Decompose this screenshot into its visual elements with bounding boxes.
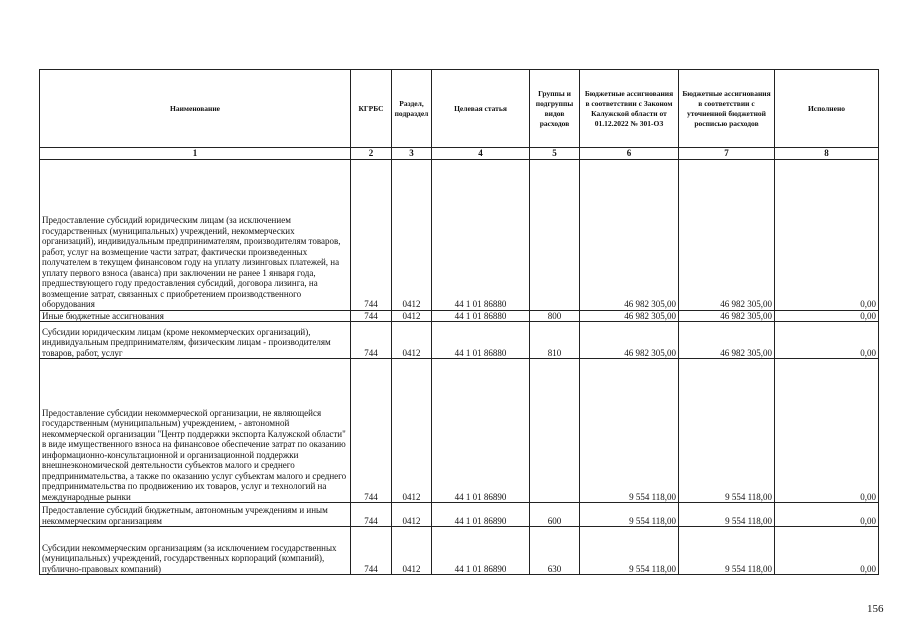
page-number: 156 [867,603,884,615]
budget-table [39,69,879,575]
table-row [40,159,879,310]
row-refined-amount: 46 982 305,00 [679,322,775,359]
row-group: 810 [530,322,580,359]
row-executed-amount: 0,00 [775,322,879,359]
row-law-amount: 9 554 118,00 [580,503,679,527]
row-group [530,359,580,503]
row-name: Иные бюджетные ассигнования [40,310,351,322]
header-target: Целевая статья [432,70,530,148]
row-law-amount: 9 554 118,00 [580,359,679,503]
row-executed-amount: 0,00 [775,527,879,575]
row-name: Субсидии юридическим лицам (кроме некоммерческих организаций), индивидуальным предпринимателям, физическим лицам - производителям товаров, работ, услуг [40,322,351,359]
column-number: 1 [40,148,351,160]
header-row [40,70,879,148]
row-name: Предоставление субсидии некоммерческой организации, не являющейся государственным (муниципальным) учреждением, - автономной некоммерческой организации "Центр поддержки экспорта Калужской области" в виде имущественного взноса на финансовое обеспечение затрат по оказанию информационно-консультационной и организационной поддержки внешнеэкономической деятельности субъектов малого и среднего предпринимательства, а также по оказанию услуг субъектам малого и среднего предпринимательства по продвижению их товаров, услуг и технологий на международные рынки [40,359,351,503]
column-number: 7 [679,148,775,160]
row-name: Предоставление субсидий юридическим лицам (за исключением государственных (муниципальных) учреждений, некоммерческих организаций), индивидуальным предпринимателям, производителям товаров, работ, услуг на возмещение части затрат, фактически произведенных получателем в текущем финансовом году на уплату лизинговых платежей, на уплату первого взноса (аванса) при заключении не ранее 1 января года, предшествующего году предоставления субсидий, договора лизинга, на возмещение затрат, связанных с приобретением производственного оборудования [40,159,351,310]
column-number: 4 [432,148,530,160]
row-group: 800 [530,310,580,322]
row-section: 0412 [392,159,432,310]
header-law: Бюджетные ассигнования в соответствии с Законом Калужской области от 01.12.2022 № 301-ОЗ [580,70,679,148]
column-number: 8 [775,148,879,160]
row-target: 44 1 01 86880 [432,322,530,359]
row-law-amount: 46 982 305,00 [580,159,679,310]
row-law-amount: 46 982 305,00 [580,322,679,359]
row-section: 0412 [392,527,432,575]
header-executed: Исполнено [775,70,879,148]
row-executed-amount: 0,00 [775,159,879,310]
header-groups: Группы и подгруппы видов расходов [530,70,580,148]
row-executed-amount: 0,00 [775,503,879,527]
row-target: 44 1 01 86890 [432,359,530,503]
column-number: 5 [530,148,580,160]
row-group: 600 [530,503,580,527]
row-group: 630 [530,527,580,575]
row-target: 44 1 01 86890 [432,527,530,575]
table-row [40,322,879,359]
row-refined-amount: 46 982 305,00 [679,310,775,322]
header-section: Раздел, подраздел [392,70,432,148]
header-kgrbs: КГРБС [351,70,392,148]
row-section: 0412 [392,310,432,322]
row-target: 44 1 01 86890 [432,503,530,527]
column-number-row [40,148,879,160]
table-row [40,527,879,575]
row-kgrbs: 744 [351,503,392,527]
header-refined: Бюджетные ассигнования в соответствии с уточненной бюджетной росписью расходов [679,70,775,148]
row-refined-amount: 9 554 118,00 [679,527,775,575]
table-row [40,310,879,322]
row-kgrbs: 744 [351,322,392,359]
row-law-amount: 46 982 305,00 [580,310,679,322]
row-refined-amount: 46 982 305,00 [679,159,775,310]
row-name: Субсидии некоммерческим организациям (за исключением государственных (муниципальных) учреждений, государственных корпораций (компаний), публично-правовых компаний) [40,527,351,575]
table-row [40,503,879,527]
table-row [40,359,879,503]
header-name: Наименование [40,70,351,148]
row-target: 44 1 01 86880 [432,159,530,310]
row-kgrbs: 744 [351,527,392,575]
row-kgrbs: 744 [351,159,392,310]
column-number: 6 [580,148,679,160]
row-target: 44 1 01 86880 [432,310,530,322]
row-group [530,159,580,310]
row-executed-amount: 0,00 [775,359,879,503]
row-kgrbs: 744 [351,359,392,503]
row-refined-amount: 9 554 118,00 [679,503,775,527]
row-law-amount: 9 554 118,00 [580,527,679,575]
row-executed-amount: 0,00 [775,310,879,322]
row-name: Предоставление субсидий бюджетным, автономным учреждениям и иным некоммерческим организациям [40,503,351,527]
row-refined-amount: 9 554 118,00 [679,359,775,503]
column-number: 2 [351,148,392,160]
row-section: 0412 [392,359,432,503]
row-kgrbs: 744 [351,310,392,322]
column-number: 3 [392,148,432,160]
row-section: 0412 [392,322,432,359]
row-section: 0412 [392,503,432,527]
